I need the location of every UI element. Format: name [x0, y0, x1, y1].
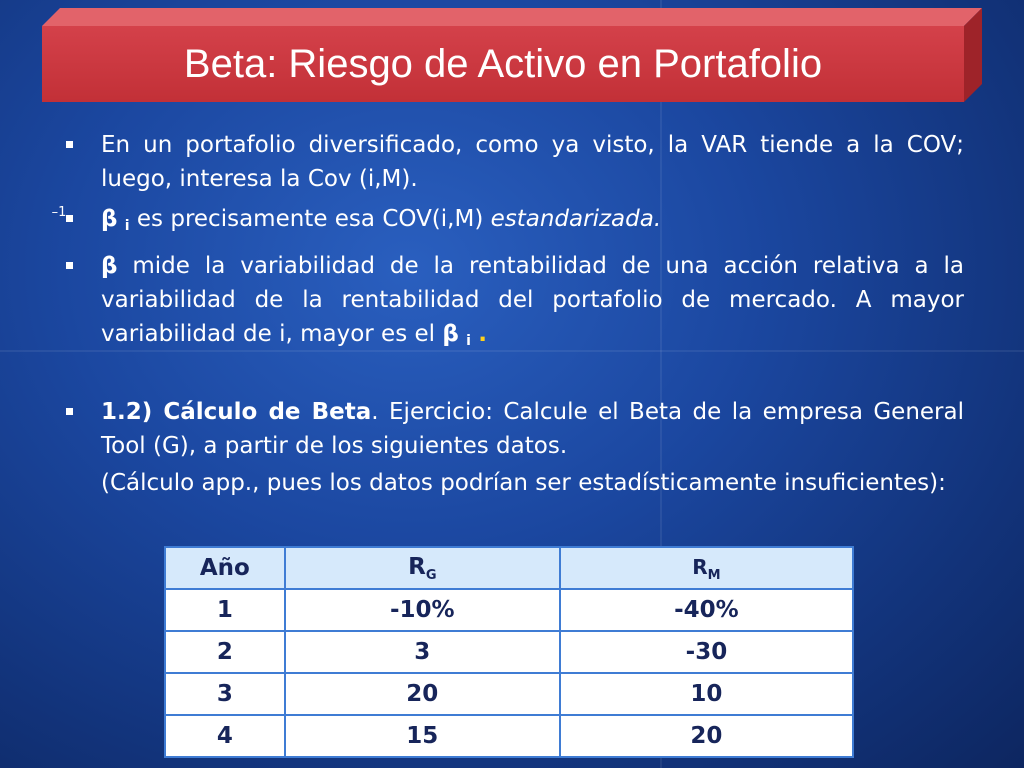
table-cell: 20 [560, 715, 853, 757]
header-rm [560, 547, 853, 589]
slide-body [51, 128, 964, 523]
yellow-dot: . [478, 321, 487, 347]
table-cell: 1 [165, 589, 285, 631]
table-cell: -10% [285, 589, 560, 631]
table-cell: 15 [285, 715, 560, 757]
title-banner-top [42, 8, 982, 26]
bullet-1-text: En un portafolio diversificado, como ya visto, la VAR tiende a la COV; luego, interesa la Cov (i,M). [101, 132, 964, 192]
table-header-row [165, 547, 853, 589]
note-text: (Cálculo app., pues los datos podrían ser estadísticamente insuficientes): [101, 470, 946, 496]
table-cell: 10 [560, 673, 853, 715]
table-cell: 20 [285, 673, 560, 715]
note-paragraph [60, 466, 964, 500]
data-table [164, 546, 854, 758]
bullet-2 [51, 202, 964, 243]
beta-symbol-end: β [442, 321, 459, 347]
table-cell: 2 [165, 631, 285, 673]
bullet-3 [60, 249, 964, 358]
header-year-label: Año [199, 555, 250, 581]
header-rg [285, 547, 560, 589]
slide-title: Beta: Riesgo de Activo en Portafolio [183, 41, 823, 86]
table-row [165, 673, 853, 715]
table-cell: -40% [560, 589, 853, 631]
overlay-annotation: –1 [51, 205, 67, 220]
bullet-4 [60, 395, 964, 463]
bullet-3-text: mide la variabilidad de la rentabilidad de una acción relativa a la variabilidad de la rentabilidad del portafolio de mercado. A mayor variabilidad de i, mayor es el [101, 253, 964, 347]
table-row [165, 715, 853, 757]
section-heading: 1.2) Cálculo de Beta [101, 399, 372, 425]
table-cell: -30 [560, 631, 853, 673]
title-banner-side [964, 8, 982, 102]
beta-subscript: i [124, 218, 130, 234]
header-rm-label: R [692, 554, 708, 579]
bullet-square-icon [66, 408, 73, 415]
bullet-square-icon [66, 215, 73, 222]
bullet-2-text-wrap [51, 205, 491, 232]
table-cell: 3 [285, 631, 560, 673]
table-row [165, 631, 853, 673]
table-row [165, 589, 853, 631]
bullet-square-icon [66, 262, 73, 269]
header-rg-label: R [408, 553, 426, 580]
bullet-2-text: es precisamente esa COV(i,M) [129, 206, 491, 232]
table-cell: 4 [165, 715, 285, 757]
table-cell: 3 [165, 673, 285, 715]
header-year [165, 547, 285, 589]
bullet-square-icon [66, 141, 73, 148]
beta-subscript-end: i [466, 333, 471, 349]
bullet-1 [60, 128, 964, 196]
beta-symbol: β [101, 206, 118, 232]
beta-symbol: β [101, 253, 118, 279]
header-rg-sub: G [425, 567, 437, 583]
bullet-2-italic: estandarizada. [490, 206, 662, 232]
header-rm-sub: M [707, 567, 721, 583]
bullet-4-text: . Ejercicio: Calcule el Beta de la empresa General Tool (G), a partir de los siguientes datos. [101, 399, 964, 459]
